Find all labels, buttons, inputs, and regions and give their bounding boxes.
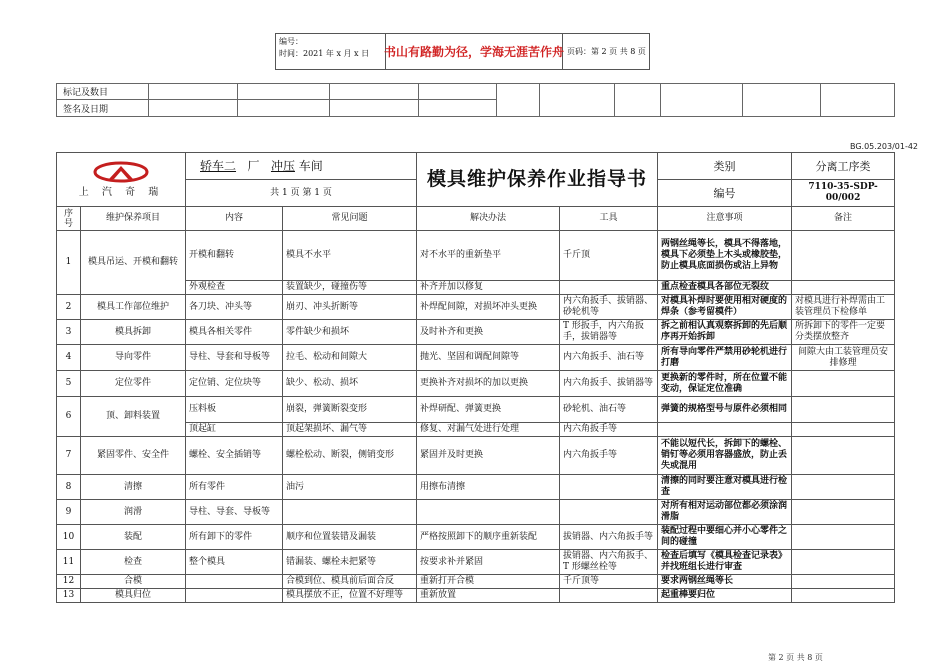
cell-issue: 螺栓松动、断裂，侧销变形 xyxy=(283,437,417,475)
cell-solution: 补焊配间隙，对损坏冲头更换 xyxy=(417,295,560,320)
cell-issue: 崩裂，弹簧断裂变形 xyxy=(283,397,417,423)
col-header-item: 维护保养项目 xyxy=(81,207,186,231)
header-date: 时间：2021 年 x 月 x 日 xyxy=(279,49,370,58)
table-row xyxy=(57,295,895,320)
cell-remarks xyxy=(792,525,895,550)
cell-content: 外观检查 xyxy=(186,281,283,295)
cell-remarks xyxy=(792,475,895,500)
cell-seq: 2 xyxy=(57,295,81,320)
cell-content: 螺栓、安全插销等 xyxy=(186,437,283,475)
cell-remarks xyxy=(792,231,895,281)
cell-solution: 补齐并加以修复 xyxy=(417,281,560,295)
cell-tools: 千斤顶等 xyxy=(560,575,658,589)
cell-remarks: 对模具进行补焊需由工装管理员下检修单 xyxy=(792,295,895,320)
record-cell[interactable] xyxy=(540,84,615,117)
record-cell[interactable] xyxy=(238,100,330,117)
cell-notes: 装配过程中要细心并小心零件之间的碰撞 xyxy=(658,525,792,550)
cell-tools: 内六角扳手等 xyxy=(560,437,658,475)
cell-remarks xyxy=(792,423,895,437)
cell-content: 所有零件 xyxy=(186,475,283,500)
cell-tools: 内六角扳手等 xyxy=(560,423,658,437)
cell-issue: 拉毛、松动和间隙大 xyxy=(283,345,417,371)
cell-notes: 拆之前相认真观察拆卸的先后顺序再开始拆卸 xyxy=(658,320,792,345)
company-name: 上 汽 奇 瑞 xyxy=(78,187,164,198)
cell-issue: 崩刃、冲头折断等 xyxy=(283,295,417,320)
cell-tools: 内六角扳手、油石等 xyxy=(560,345,658,371)
table-row xyxy=(57,371,895,397)
cell-item: 模具拆卸 xyxy=(81,320,186,345)
page-footer: 第 2 页 共 8 页 xyxy=(768,653,823,662)
cell-tools xyxy=(560,281,658,295)
record-cell[interactable] xyxy=(238,84,330,100)
table-row xyxy=(57,475,895,500)
cell-seq: 3 xyxy=(57,320,81,345)
cell-content xyxy=(186,575,283,589)
cell-remarks xyxy=(792,500,895,525)
cell-item: 导向零件 xyxy=(81,345,186,371)
cell-item: 清擦 xyxy=(81,475,186,500)
cell-remarks xyxy=(792,397,895,423)
cell-notes: 清擦的同时要注意对模具进行检查 xyxy=(658,475,792,500)
cell-content xyxy=(186,589,283,603)
cell-notes: 对所有相对运动部位都必须涂润滑脂 xyxy=(658,500,792,525)
code-value: 7110-35-SDP-00/002 xyxy=(792,180,895,207)
cell-solution: 重新放置 xyxy=(417,589,560,603)
cell-seq: 6 xyxy=(57,397,81,437)
cell-tools: 砂轮机、油石等 xyxy=(560,397,658,423)
cell-notes: 两钢丝绳等长，模具不得落地，模具下必须垫上木头或橡胶垫，防止模具底面损伤或沾上异物 xyxy=(658,231,792,281)
cell-seq: 10 xyxy=(57,525,81,550)
cell-notes: 起重棒要归位 xyxy=(658,589,792,603)
cell-issue: 模具摆放不正，位置不好理等 xyxy=(283,589,417,603)
header-meta xyxy=(276,34,386,69)
cell-solution: 重新打开合模 xyxy=(417,575,560,589)
cell-issue: 装置缺少，碰撞伤等 xyxy=(283,281,417,295)
cell-notes: 所有导向零件严禁用砂轮机进行打磨 xyxy=(658,345,792,371)
table-row xyxy=(57,589,895,603)
cell-item: 装配 xyxy=(81,525,186,550)
cell-remarks: 间隙大由工装管理员安排修理 xyxy=(792,345,895,371)
cell-seq: 5 xyxy=(57,371,81,397)
logo-cell xyxy=(57,153,186,207)
cell-solution: 补焊研配、弹簧更换 xyxy=(417,397,560,423)
cell-tools xyxy=(560,589,658,603)
department-line: 轿车二 厂 冲压 车间 xyxy=(186,153,417,180)
cell-notes: 更换新的零件时，所在位置不能变动，保证定位准确 xyxy=(658,371,792,397)
cell-notes: 对模具补焊时要使用相对硬度的焊条（参考留模件） xyxy=(658,295,792,320)
cell-seq: 11 xyxy=(57,550,81,575)
table-row xyxy=(57,320,895,345)
table-row xyxy=(57,575,895,589)
cell-issue: 油污 xyxy=(283,475,417,500)
cell-seq: 7 xyxy=(57,437,81,475)
cell-seq: 12 xyxy=(57,575,81,589)
cell-issue xyxy=(283,500,417,525)
cell-issue: 缺少、松动、损坏 xyxy=(283,371,417,397)
record-table xyxy=(56,83,895,117)
record-label-sign: 签名及日期 xyxy=(57,100,149,117)
cell-notes: 检查后填写《模具检查记录表》并找班组长进行审查 xyxy=(658,550,792,575)
table-row xyxy=(57,231,895,281)
chery-logo-icon xyxy=(92,161,150,183)
table-row xyxy=(57,437,895,475)
cell-seq: 8 xyxy=(57,475,81,500)
cell-notes: 要求两钢丝绳等长 xyxy=(658,575,792,589)
cell-remarks xyxy=(792,281,895,295)
cell-notes: 弹簧的规格型号与原件必须相同 xyxy=(658,397,792,423)
cell-item: 紧固零件、安全件 xyxy=(81,437,186,475)
page-header xyxy=(275,33,650,70)
record-cell[interactable] xyxy=(419,84,497,100)
cell-remarks: 所拆卸下的零件一定要分类摆放整齐 xyxy=(792,320,895,345)
cell-tools: 内六角扳手、拔销器、砂轮机等 xyxy=(560,295,658,320)
cell-solution: 对不水平的重新垫平 xyxy=(417,231,560,281)
instruction-table xyxy=(56,152,895,603)
record-cell[interactable] xyxy=(497,84,540,117)
cell-content: 压料板 xyxy=(186,397,283,423)
record-cell[interactable] xyxy=(661,84,743,117)
record-cell[interactable] xyxy=(419,100,497,117)
cell-remarks xyxy=(792,575,895,589)
cell-item: 合模 xyxy=(81,575,186,589)
cell-solution xyxy=(417,500,560,525)
cell-solution: 修复、对漏气处进行处理 xyxy=(417,423,560,437)
cell-seq: 9 xyxy=(57,500,81,525)
cell-issue: 模具不水平 xyxy=(283,231,417,281)
cell-content: 模具各相关零件 xyxy=(186,320,283,345)
cell-remarks xyxy=(792,371,895,397)
cell-remarks xyxy=(792,550,895,575)
cell-item: 模具吊运、开模和翻转 xyxy=(81,231,186,295)
table-row xyxy=(57,525,895,550)
cell-content: 定位销、定位块等 xyxy=(186,371,283,397)
table-row xyxy=(57,550,895,575)
record-cell[interactable] xyxy=(743,84,821,117)
cell-content: 各刀块、冲头等 xyxy=(186,295,283,320)
record-cell[interactable] xyxy=(330,84,419,100)
document-number: BG.05.203/01-42 xyxy=(850,142,919,151)
page-info: 共 1 页 第 1 页 xyxy=(186,180,417,207)
cell-solution: 严格按照卸下的顺序重新装配 xyxy=(417,525,560,550)
cell-solution: 紧固并及时更换 xyxy=(417,437,560,475)
cell-issue: 零件缺少和损坏 xyxy=(283,320,417,345)
cell-seq: 13 xyxy=(57,589,81,603)
record-cell[interactable] xyxy=(615,84,661,117)
cell-item: 定位零件 xyxy=(81,371,186,397)
cell-item: 润滑 xyxy=(81,500,186,525)
cell-item: 检查 xyxy=(81,550,186,575)
cell-tools xyxy=(560,475,658,500)
col-header-remarks: 备注 xyxy=(792,207,895,231)
table-row xyxy=(57,345,895,371)
cell-tools: T 形扳手，内六角扳手，拔销器等 xyxy=(560,320,658,345)
document-title: 模具维护保养作业指导书 xyxy=(417,153,658,207)
col-header-content: 内容 xyxy=(186,207,283,231)
cell-solution: 按要求补并紧固 xyxy=(417,550,560,575)
cell-item: 模具工作部位维护 xyxy=(81,295,186,320)
cell-tools: 拔销器、内六角扳手、T 形螺丝栓等 xyxy=(560,550,658,575)
record-cell[interactable] xyxy=(821,84,895,117)
cell-remarks xyxy=(792,589,895,603)
col-header-notes: 注意事项 xyxy=(658,207,792,231)
code-label: 编号 xyxy=(658,180,792,207)
col-header-solution: 解决办法 xyxy=(417,207,560,231)
cell-solution: 更换补齐对损坏的加以更换 xyxy=(417,371,560,397)
cell-remarks xyxy=(792,437,895,475)
header-slogan: 书山有路勤为径，学海无涯苦作舟 xyxy=(386,34,563,69)
cell-content: 导柱、导套、导板等 xyxy=(186,500,283,525)
cell-solution: 用擦布清擦 xyxy=(417,475,560,500)
cell-content: 整个模具 xyxy=(186,550,283,575)
category-value: 分离工序类 xyxy=(792,153,895,180)
table-row xyxy=(57,500,895,525)
cell-item: 顶、卸料装置 xyxy=(81,397,186,437)
cell-issue: 顶起架损坏、漏气等 xyxy=(283,423,417,437)
cell-solution: 及时补齐和更换 xyxy=(417,320,560,345)
cell-tools: 拔销器、内六角扳手等 xyxy=(560,525,658,550)
col-header-seq: 序号 xyxy=(57,207,81,231)
cell-issue: 错漏装、螺栓未把紧等 xyxy=(283,550,417,575)
cell-notes: 不能以短代长，拆卸下的螺栓、销钉等必须用容器盛放，防止丢失或混用 xyxy=(658,437,792,475)
record-cell[interactable] xyxy=(149,84,238,100)
cell-notes xyxy=(658,423,792,437)
cell-content: 导柱、导套和导板等 xyxy=(186,345,283,371)
col-header-tools: 工具 xyxy=(560,207,658,231)
table-row xyxy=(57,397,895,423)
cell-notes: 重点检查模具各部位无裂纹 xyxy=(658,281,792,295)
cell-content: 顶起缸 xyxy=(186,423,283,437)
cell-content: 开模和翻转 xyxy=(186,231,283,281)
cell-item: 模具归位 xyxy=(81,589,186,603)
cell-seq: 4 xyxy=(57,345,81,371)
cell-content: 所有卸下的零件 xyxy=(186,525,283,550)
category-label: 类别 xyxy=(658,153,792,180)
record-label-marks: 标记及数目 xyxy=(57,84,149,100)
record-cell[interactable] xyxy=(149,100,238,117)
cell-solution: 抛光、坚固和调配间隙等 xyxy=(417,345,560,371)
cell-tools: 千斤顶 xyxy=(560,231,658,281)
cell-issue: 合模到位、模具前后面合反 xyxy=(283,575,417,589)
cell-seq: 1 xyxy=(57,231,81,295)
header-page: 页码：第 2 页 共 8 页 xyxy=(567,47,646,56)
col-header-issue: 常见问题 xyxy=(283,207,417,231)
header-number: 编号： xyxy=(279,37,303,46)
cell-issue: 顺序和位置装错及漏装 xyxy=(283,525,417,550)
cell-tools: 内六角扳手、拔销器等 xyxy=(560,371,658,397)
record-cell[interactable] xyxy=(330,100,419,117)
cell-tools xyxy=(560,500,658,525)
